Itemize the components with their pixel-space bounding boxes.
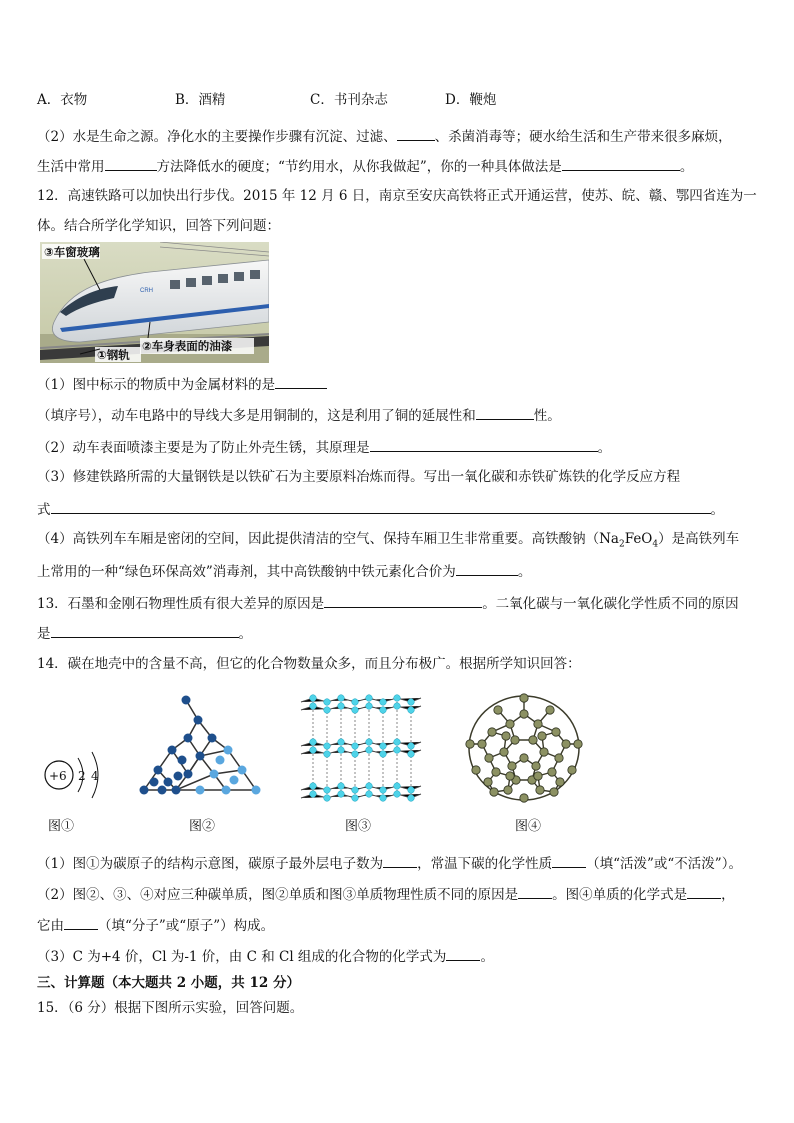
answer-blank[interactable] <box>275 374 327 389</box>
q14-2-line2: 它由 （填“分子”或“原子”）构成。 <box>37 915 274 935</box>
label-window-glass: ③车窗玻璃 <box>44 245 100 259</box>
option-c: C．书刊杂志 <box>310 92 388 108</box>
caption-fig1: 图① <box>48 819 75 834</box>
q12-4-line1: （4）高铁列车车厢是密闭的空间，因此提供清洁的空气、保持车厢卫生非常重要。高铁酸钠$(Na_2FeO_4)$是高铁列车 <box>37 531 740 550</box>
caption-fig3: 图③ <box>345 819 372 834</box>
crh-logo: CRH <box>140 288 153 294</box>
nucleus-charge: +6 <box>49 769 67 783</box>
label-rail: ①钢轨 <box>97 348 130 362</box>
diamond-structure <box>128 690 268 805</box>
answer-blank[interactable] <box>687 884 721 899</box>
train-figure <box>40 242 269 363</box>
carbon-atom-diagram <box>40 750 118 800</box>
q12-stem-line2: 体。结合所学化学知识，回答下列问题： <box>37 218 280 234</box>
answer-blank[interactable] <box>64 915 98 930</box>
q13-line2: 是 。 <box>37 623 252 643</box>
q14-3-line: （3）C 为+4 价，Cl 为-1 价，由 C 和 Cl 组成的化合物的化学式为 。 <box>37 946 494 966</box>
q12-1-line2: （填序号），动车电路中的导线大多是用铜制的，这是利用了铜的延展性和 性。 <box>37 405 561 425</box>
q14-stem: 14．碳在地壳中的含量不高，但它的化合物数量众多，而且分布极广。根据所学知识回答： <box>37 656 581 672</box>
answer-blank[interactable] <box>324 593 482 608</box>
q15-stem: 15．（6 分）根据下图所示实验，回答问题。 <box>37 1000 304 1016</box>
q12-3-line2: 式 。 <box>37 499 724 519</box>
answer-blank[interactable] <box>51 623 239 638</box>
answer-blank[interactable] <box>383 853 417 868</box>
shell1-count: 2 <box>78 769 86 783</box>
graphite-structure <box>293 688 428 806</box>
q12-1-line1: （1）图中标示的物质中为金属材料的是 <box>37 374 327 394</box>
answer-blank[interactable] <box>51 499 711 514</box>
answer-blank[interactable] <box>446 946 480 961</box>
caption-fig4: 图④ <box>515 819 542 834</box>
q12-3-line1: （3）修建铁路所需的大量钢铁是以铁矿石为主要原料冶炼而得。写出一氧化碳和赤铁矿炼铁的化学反应方程 <box>37 469 681 485</box>
option-b: B．酒精 <box>175 92 226 108</box>
answer-blank[interactable] <box>105 156 157 171</box>
answer-blank[interactable] <box>518 884 552 899</box>
q12-2-line: （2）动车表面喷漆主要是为了防止外壳生锈，其原理是 。 <box>37 437 611 457</box>
answer-blank[interactable] <box>370 437 598 452</box>
answer-blank[interactable] <box>456 561 518 576</box>
answer-blank[interactable] <box>552 853 586 868</box>
q11-2-line2: 生活中常用 方法降低水的硬度；“节约用水，从你我做起”，你的一种具体做法是 。 <box>37 156 693 176</box>
q14-2-line1: （2）图②、③、④对应三种碳单质，图②单质和图③单质物理性质不同的原因是 。图④单质的化学式是 ， <box>37 884 735 904</box>
option-a: A．衣物 <box>37 92 88 108</box>
q13-line1: 13．石墨和金刚石物理性质有很大差异的原因是 。二氧化碳与一氧化碳化学性质不同的原因 <box>37 593 739 613</box>
label-paint: ②车身表面的油漆 <box>142 339 233 353</box>
q14-1-line: （1）图①为碳原子的结构示意图，碳原子最外层电子数为 ，常温下碳的化学性质 （填“活泼”或“不活泼”）。 <box>37 853 742 873</box>
q12-stem-line1: 12．高速铁路可以加快出行步伐。2015 年 12 月 6 日，南京至安庆高铁将正式开通运营，使苏、皖、赣、鄂四省连为一 <box>37 188 757 204</box>
answer-blank[interactable] <box>562 156 680 171</box>
answer-blank[interactable] <box>397 126 435 141</box>
shell2-count: 4 <box>91 769 99 783</box>
c60-fullerene-structure <box>462 692 587 804</box>
option-d: D．鞭炮 <box>445 92 497 108</box>
section-heading: 三、计算题（本大题共 2 小题，共 12 分） <box>37 975 300 991</box>
q12-4-line2: 上常用的一种“绿色环保高效”消毒剂，其中高铁酸钠中铁元素化合价为 。 <box>37 561 531 581</box>
q11-2-line1: （2）水是生命之源。净化水的主要操作步骤有沉淀、过滤、 、杀菌消毒等；硬水给生活和生产带来很多麻烦， <box>37 126 732 146</box>
caption-fig2: 图② <box>189 819 216 834</box>
answer-blank[interactable] <box>476 405 534 420</box>
